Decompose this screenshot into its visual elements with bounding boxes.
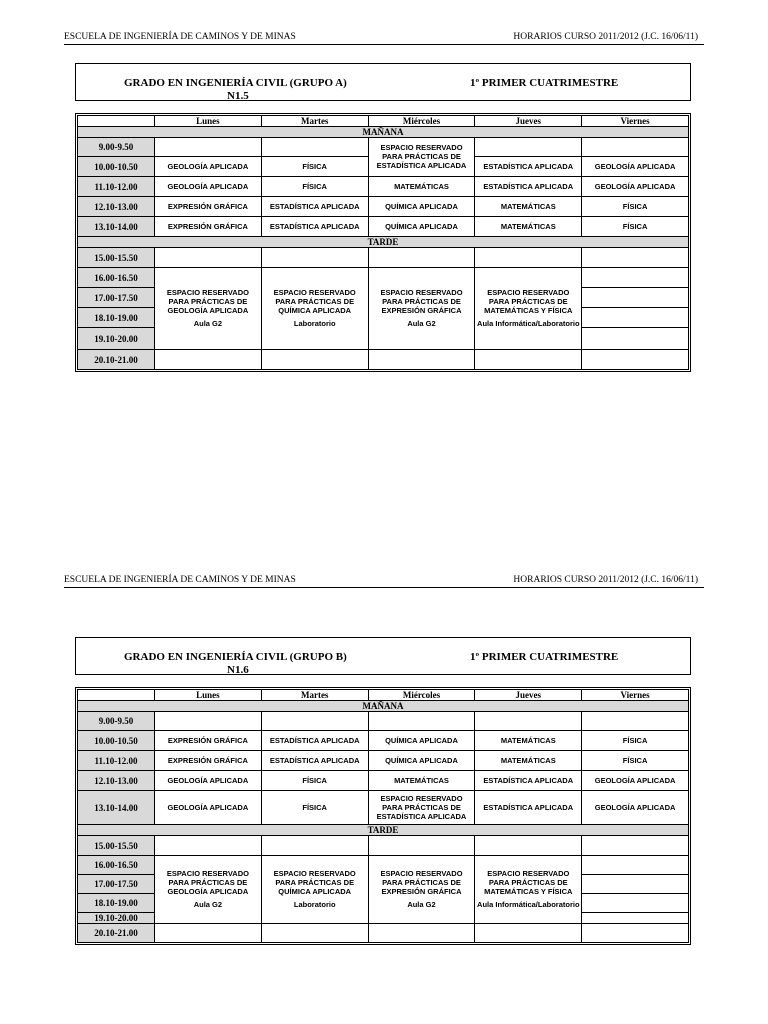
subject-cell: FÍSICA xyxy=(582,197,689,217)
day-viernes: Viernes xyxy=(582,116,689,127)
day-miercoles: Miércoles xyxy=(368,116,475,127)
subject-cell: GEOLOGÍA APLICADA xyxy=(155,157,262,177)
section-tarde: TARDE xyxy=(78,825,689,836)
cuatrimestre-label: 1º PRIMER CUATRIMESTRE xyxy=(470,651,619,663)
title-box-b xyxy=(75,637,691,675)
schedule-cell xyxy=(261,836,368,856)
schedule-cell xyxy=(475,836,582,856)
subject-cell: ESTADÍSTICA APLICADA xyxy=(261,197,368,217)
subject-cell: ESTADÍSTICA APLICADA xyxy=(261,731,368,751)
grado-title: GRADO EN INGENIERÍA CIVIL (GRUPO B) xyxy=(124,651,347,663)
subject-cell: FÍSICA xyxy=(261,177,368,197)
subject-cell: ESTADÍSTICA APLICADA xyxy=(475,177,582,197)
schedule-cell xyxy=(368,836,475,856)
subject-cell: GEOLOGÍA APLICADA xyxy=(155,771,262,791)
table-row xyxy=(78,350,689,370)
schedule-cell xyxy=(582,836,689,856)
time-slot: 16.00-16.50 xyxy=(78,268,155,288)
reserved-cell: ESPACIO RESERVADO PARA PRÁCTICAS DE QUÍMICA APLICADA Laboratorio xyxy=(261,268,368,350)
time-slot: 10.00-10.50 xyxy=(78,731,155,751)
schedule-cell xyxy=(261,924,368,943)
subject-cell: EXPRESIÓN GRÁFICA xyxy=(155,731,262,751)
reserved-cell: ESPACIO RESERVADO PARA PRÁCTICAS DE QUÍMICA APLICADA Laboratorio xyxy=(261,856,368,924)
schedule-cell xyxy=(261,248,368,268)
schedule-cell xyxy=(155,836,262,856)
time-slot: 11.10-12.00 xyxy=(78,751,155,771)
horarios-label: HORARIOS CURSO 2011/2012 (J.C. 16/06/11) xyxy=(513,32,698,42)
table-row xyxy=(78,197,689,217)
school-name: ESCUELA DE INGENIERÍA DE CAMINOS Y DE MINAS xyxy=(64,575,296,585)
schedule-cell xyxy=(475,138,582,157)
schedule-cell xyxy=(475,924,582,943)
subject-cell: MATEMÁTICAS xyxy=(475,731,582,751)
table-row xyxy=(78,177,689,197)
subject-cell: FÍSICA xyxy=(582,217,689,237)
schedule-cell xyxy=(155,350,262,370)
time-slot: 12.10-13.00 xyxy=(78,771,155,791)
subject-cell: EXPRESIÓN GRÁFICA xyxy=(155,751,262,771)
schedule-cell xyxy=(582,924,689,943)
schedule-cell xyxy=(582,268,689,288)
time-slot: 20.10-21.00 xyxy=(78,924,155,943)
corner-cell xyxy=(78,690,155,701)
subject-cell: GEOLOGÍA APLICADA xyxy=(582,157,689,177)
schedule-cell xyxy=(155,712,262,731)
subject-cell: FÍSICA xyxy=(261,791,368,825)
table-row xyxy=(78,836,689,856)
subject-cell: ESTADÍSTICA APLICADA xyxy=(475,791,582,825)
time-slot: 12.10-13.00 xyxy=(78,197,155,217)
time-slot: 19.10-20.00 xyxy=(78,913,155,924)
time-slot: 16.00-16.50 xyxy=(78,856,155,875)
day-header-row xyxy=(78,690,689,701)
subject-cell: FÍSICA xyxy=(261,771,368,791)
schedule-cell xyxy=(582,712,689,731)
grado-title: GRADO EN INGENIERÍA CIVIL (GRUPO A) xyxy=(124,77,347,89)
schedule-cell xyxy=(475,350,582,370)
schedule-cell xyxy=(261,350,368,370)
subject-cell: FÍSICA xyxy=(582,731,689,751)
subject-cell: GEOLOGÍA APLICADA xyxy=(582,177,689,197)
day-jueves: Jueves xyxy=(475,690,582,701)
subject-cell: MATEMÁTICAS xyxy=(475,217,582,237)
horarios-label: HORARIOS CURSO 2011/2012 (J.C. 16/06/11) xyxy=(513,575,698,585)
title-box-a xyxy=(75,63,691,101)
day-martes: Martes xyxy=(261,690,368,701)
section-tarde: TARDE xyxy=(78,237,689,248)
reserved-cell: ESPACIO RESERVADO PARA PRÁCTICAS DE MATEMÁTICAS Y FÍSICA Aula Informática/Laboratorio xyxy=(475,268,582,350)
subject-cell: ESTADÍSTICA APLICADA xyxy=(261,217,368,237)
schedule-grid-b xyxy=(75,687,691,945)
schedule-cell xyxy=(582,875,689,894)
time-slot: 11.10-12.00 xyxy=(78,177,155,197)
table-row xyxy=(78,712,689,731)
subject-cell: QUÍMICA APLICADA xyxy=(368,217,475,237)
subject-cell: EXPRESIÓN GRÁFICA xyxy=(155,217,262,237)
time-slot: 13.10-14.00 xyxy=(78,791,155,825)
table-row xyxy=(78,856,689,875)
table-row xyxy=(78,751,689,771)
subject-cell: QUÍMICA APLICADA xyxy=(368,197,475,217)
schedule-cell xyxy=(582,913,689,924)
day-lunes: Lunes xyxy=(155,690,262,701)
reserved-cell: ESPACIO RESERVADO PARA PRÁCTICAS DE MATEMÁTICAS Y FÍSICA Aula Informática/Laboratorio xyxy=(475,856,582,924)
schedule-cell xyxy=(582,856,689,875)
day-viernes: Viernes xyxy=(582,690,689,701)
schedule-cell xyxy=(582,308,689,328)
schedule-cell xyxy=(582,138,689,157)
time-slot: 13.10-14.00 xyxy=(78,217,155,237)
schedule-cell xyxy=(261,138,368,157)
subject-cell: MATEMÁTICAS xyxy=(475,751,582,771)
time-slot: 15.00-15.50 xyxy=(78,248,155,268)
table-row xyxy=(78,924,689,943)
subject-cell: ESTADÍSTICA APLICADA xyxy=(261,751,368,771)
time-slot: 18.10-19.00 xyxy=(78,308,155,328)
subject-cell: GEOLOGÍA APLICADA xyxy=(582,771,689,791)
schedule-cell xyxy=(582,350,689,370)
subject-cell: GEOLOGÍA APLICADA xyxy=(155,791,262,825)
time-slot: 9.00-9.50 xyxy=(78,138,155,157)
subject-cell: FÍSICA xyxy=(261,157,368,177)
day-lunes: Lunes xyxy=(155,116,262,127)
page-header-b xyxy=(64,571,704,588)
table-row xyxy=(78,248,689,268)
subject-cell: MATEMÁTICAS xyxy=(368,177,475,197)
schedule-cell xyxy=(261,712,368,731)
schedule-cell xyxy=(475,248,582,268)
subject-cell: QUÍMICA APLICADA xyxy=(368,731,475,751)
page-header-a xyxy=(64,28,704,45)
room-code: N1.6 xyxy=(227,664,249,676)
day-miercoles: Miércoles xyxy=(368,690,475,701)
time-slot: 10.00-10.50 xyxy=(78,157,155,177)
schedule-cell xyxy=(368,248,475,268)
schedule-cell xyxy=(582,328,689,350)
time-slot: 18.10-19.00 xyxy=(78,894,155,913)
subject-cell: MATEMÁTICAS xyxy=(368,771,475,791)
subject-cell: MATEMÁTICAS xyxy=(475,197,582,217)
schedule-cell xyxy=(582,894,689,913)
day-martes: Martes xyxy=(261,116,368,127)
table-row xyxy=(78,731,689,751)
time-slot: 17.00-17.50 xyxy=(78,875,155,894)
subject-cell: GEOLOGÍA APLICADA xyxy=(582,791,689,825)
schedule-cell xyxy=(155,924,262,943)
subject-cell: ESTADÍSTICA APLICADA xyxy=(475,771,582,791)
section-manana: MAÑANA xyxy=(78,127,689,138)
schedule-cell xyxy=(582,248,689,268)
time-slot: 19.10-20.00 xyxy=(78,328,155,350)
schedule-cell xyxy=(368,924,475,943)
time-slot: 20.10-21.00 xyxy=(78,350,155,370)
reserved-cell: ESPACIO RESERVADO PARA PRÁCTICAS DE ESTADÍSTICA APLICADA xyxy=(368,138,475,177)
time-slot: 17.00-17.50 xyxy=(78,288,155,308)
subject-cell: GEOLOGÍA APLICADA xyxy=(155,177,262,197)
reserved-cell: ESPACIO RESERVADO PARA PRÁCTICAS DE EXPRESIÓN GRÁFICA Aula G2 xyxy=(368,268,475,350)
subject-cell: ESTADÍSTICA APLICADA xyxy=(475,157,582,177)
schedule-cell xyxy=(155,138,262,157)
schedule-cell xyxy=(368,350,475,370)
schedule-cell xyxy=(368,712,475,731)
room-code: N1.5 xyxy=(227,90,249,102)
section-manana: MAÑANA xyxy=(78,701,689,712)
schedule-cell xyxy=(155,248,262,268)
day-jueves: Jueves xyxy=(475,116,582,127)
table-row xyxy=(78,138,689,157)
reserved-cell: ESPACIO RESERVADO PARA PRÁCTICAS DE GEOLOGÍA APLICADA Aula G2 xyxy=(155,268,262,350)
schedule-cell xyxy=(475,712,582,731)
schedule-grid-a xyxy=(75,113,691,372)
table-row xyxy=(78,217,689,237)
schedule-cell xyxy=(582,288,689,308)
day-header-row xyxy=(78,116,689,127)
time-slot: 9.00-9.50 xyxy=(78,712,155,731)
subject-cell: EXPRESIÓN GRÁFICA xyxy=(155,197,262,217)
subject-cell: QUÍMICA APLICADA xyxy=(368,751,475,771)
table-row xyxy=(78,771,689,791)
reserved-cell: ESPACIO RESERVADO PARA PRÁCTICAS DE GEOLOGÍA APLICADA Aula G2 xyxy=(155,856,262,924)
school-name: ESCUELA DE INGENIERÍA DE CAMINOS Y DE MINAS xyxy=(64,32,296,42)
table-row xyxy=(78,268,689,288)
table-row xyxy=(78,791,689,825)
corner-cell xyxy=(78,116,155,127)
reserved-cell: ESPACIO RESERVADO PARA PRÁCTICAS DE ESTADÍSTICA APLICADA xyxy=(368,791,475,825)
reserved-cell: ESPACIO RESERVADO PARA PRÁCTICAS DE EXPRESIÓN GRÁFICA Aula G2 xyxy=(368,856,475,924)
subject-cell: FÍSICA xyxy=(582,751,689,771)
cuatrimestre-label: 1º PRIMER CUATRIMESTRE xyxy=(470,77,619,89)
time-slot: 15.00-15.50 xyxy=(78,836,155,856)
